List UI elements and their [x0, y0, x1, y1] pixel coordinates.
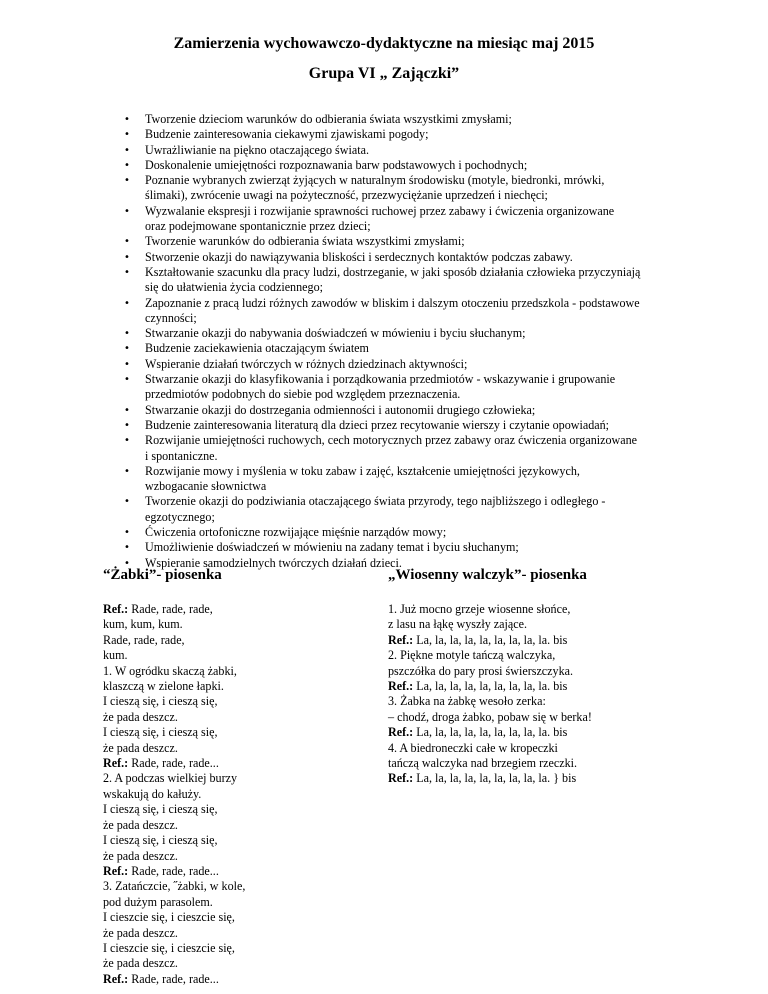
song-zabki [103, 566, 363, 987]
lyric-line [388, 664, 688, 679]
goal-item [103, 494, 673, 525]
goal-line: • Zapoznanie z pracą ludzi różnych zawodów w bliskim i dalszym otoczeniu przedszkola - podstawowe [145, 295, 640, 310]
goal-line: • Ćwiczenia ortofoniczne rozwijające mięśnie narządów mowy; [145, 525, 447, 540]
goal-item [103, 127, 673, 142]
lyric-line [388, 648, 688, 663]
lyric-text: że pada deszcz. [103, 709, 178, 724]
goal-item [103, 540, 673, 555]
goal-line: • Stworzenie okazji do nawiązywania bliskości i serdecznych kontaktów podczas zabawy. [145, 249, 573, 264]
lyric-text: 4. A biedroneczki całe w kropeczki [388, 740, 558, 755]
lyric-text: kum, kum, kum. [103, 617, 183, 632]
page-title: Zamierzenia wychowawczo-dydaktyczne na miesiąc maj 2015 [173, 35, 595, 52]
lyric-text: – chodź, droga żabko, pobaw się w berka! [388, 709, 592, 724]
lyric-line [103, 833, 363, 848]
lyric-text: że pada deszcz. [103, 956, 178, 971]
goals-list [103, 112, 673, 571]
lyric-text: La, la, la, la, la, la, la, la, la. bis [413, 632, 568, 647]
lyric-text: 3. Żabka na żabkę wesoło zerka: [388, 694, 546, 709]
goal-item [103, 265, 673, 296]
goal-line: • Wspieranie działań twórczych w różnych dziedzinach aktywności; [145, 356, 468, 371]
goal-line: ślimaki), zwrócenie uwagi na pożyteczność, przezwyciężanie uprzedzeń i niechęci; [145, 188, 548, 203]
lyric-line [103, 648, 363, 663]
goal-line: • Stwarzanie okazji do dostrzegania odmienności i autonomii drugiego człowieka; [145, 402, 536, 417]
lyric-line [103, 725, 363, 740]
goal-item [103, 403, 673, 418]
goal-item [103, 326, 673, 341]
refrain-label: Ref.: [388, 679, 414, 694]
goal-line: oraz podejmowane spontanicznie przez dzieci; [145, 219, 371, 234]
goal-line: • Uwrażliwianie na piękno otaczającego świata. [145, 142, 369, 157]
lyric-text: Rade, rade, rade... [128, 756, 219, 771]
lyric-line [388, 633, 688, 648]
lyric-text: I cieszą się, i cieszą się, [103, 833, 218, 848]
goal-item [103, 464, 673, 495]
song-lyrics [103, 602, 363, 987]
song-title: „Wiosenny walczyk”- piosenka [388, 567, 587, 583]
refrain-label: Ref.: [388, 771, 414, 786]
lyric-line [103, 864, 363, 879]
lyric-line [103, 895, 363, 910]
goal-line: przedmiotów podobnych do siebie pod względem przeznaczenia. [145, 387, 461, 402]
lyric-text: że pada deszcz. [103, 925, 178, 940]
lyric-line [103, 972, 363, 987]
lyric-text: kum. [103, 648, 128, 663]
refrain-label: Ref.: [103, 863, 129, 878]
lyric-text: tańczą walczyka nad brzegiem rzeczki. [388, 756, 578, 771]
lyric-text: 2. Piękne motyle tańczą walczyka, [388, 648, 556, 663]
lyric-line [103, 679, 363, 694]
goal-line: • Wspieranie samodzielnych twórczych działań dzieci. [145, 555, 402, 570]
goal-item [103, 250, 673, 265]
goal-line: i spontaniczne. [145, 448, 218, 463]
lyric-line [388, 602, 688, 617]
lyric-line [103, 741, 363, 756]
lyric-text: Rade, rade, rade... [128, 863, 219, 878]
lyric-text: 1. Już mocno grzeje wiosenne słońce, [388, 602, 571, 616]
goal-line: • Rozwijanie umiejętności ruchowych, cech motorycznych przez zabawy oraz ćwiczenia organizowane [145, 433, 638, 448]
lyric-line [388, 679, 688, 694]
lyric-line [388, 756, 688, 771]
goal-line: • Tworzenie dzieciom warunków do odbierania świata wszystkimi zmysłami; [145, 112, 512, 126]
goal-line: • Budzenie zainteresowania literaturą dla dzieci przez recytowanie wierszy i czytanie opowiadań; [145, 417, 610, 432]
lyric-text: La, la, la, la, la, la, la, la, la. bis [413, 725, 568, 740]
lyric-line [103, 849, 363, 864]
goal-line: • Kształtowanie szacunku dla pracy ludzi, dostrzeganie, w jaki sposób działania człowieka przyczyniają [145, 264, 641, 279]
goal-item [103, 296, 673, 327]
song-title: “Żabki”- piosenka [103, 567, 222, 583]
group-title: Grupa VI „ Zajączki” [308, 65, 460, 82]
lyric-text: I cieszcie się, i cieszcie się, [103, 940, 235, 955]
lyric-line [103, 602, 363, 617]
goal-item [103, 433, 673, 464]
lyric-text: klaszczą w zielone łapki. [103, 679, 224, 694]
lyric-line [103, 787, 363, 802]
goal-line: się do ułatwienia życia codziennego; [145, 280, 323, 295]
lyric-line [103, 926, 363, 941]
lyric-line [388, 694, 688, 709]
goal-line: • Doskonalenie umiejętności rozpoznawania barw podstawowych i pochodnych; [145, 157, 528, 172]
goal-item [103, 112, 673, 127]
lyric-line [103, 633, 363, 648]
lyric-text: I cieszcie się, i cieszcie się, [103, 910, 235, 925]
goal-item [103, 525, 673, 540]
lyric-line [103, 710, 363, 725]
lyric-line [103, 910, 363, 925]
goal-item [103, 372, 673, 403]
goal-line: • Stwarzanie okazji do klasyfikowania i porządkowania przedmiotów - wskazywanie i grupowanie [145, 372, 616, 387]
lyric-line [103, 617, 363, 632]
lyric-text: I cieszą się, i cieszą się, [103, 802, 218, 817]
lyric-line [388, 710, 688, 725]
refrain-label: Ref.: [103, 756, 129, 771]
goal-line: • Stwarzanie okazji do nabywania doświadczeń w mówieniu i byciu słuchanym; [145, 326, 526, 341]
goal-line: • Budzenie zaciekawienia otaczającym światem [145, 341, 369, 356]
song-wiosenny-walczyk [388, 566, 688, 787]
lyric-text: z lasu na łąkę wyszły zające. [388, 617, 528, 632]
goal-line: czynności; [145, 310, 197, 325]
lyric-text: że pada deszcz. [103, 848, 178, 863]
lyric-line [103, 879, 363, 894]
lyric-text: 1. W ogródku skaczą żabki, [103, 663, 237, 678]
lyric-line [388, 725, 688, 740]
goal-line: • Rozwijanie mowy i myślenia w toku zabaw i zajęć, kształcenie umiejętności językowych, [145, 463, 580, 478]
lyric-text: I cieszą się, i cieszą się, [103, 694, 218, 709]
goal-line: • Poznanie wybranych zwierząt żyjących w naturalnym środowisku (motyle, biedronki, mrówki, [145, 173, 605, 188]
lyric-text: I cieszą się, i cieszą się, [103, 725, 218, 740]
refrain-label: Ref.: [388, 632, 414, 647]
song-lyrics [388, 602, 688, 787]
lyric-line [103, 771, 363, 786]
lyric-line [388, 617, 688, 632]
lyric-text: że pada deszcz. [103, 817, 178, 832]
goal-line: egzotycznego; [145, 509, 215, 524]
lyric-text: 3. Zatańczcie, ˝żabki, w kole, [103, 879, 246, 894]
lyric-line [103, 664, 363, 679]
lyric-text: La, la, la, la, la, la, la, la, la. } bis [413, 771, 577, 786]
lyric-text: Rade, rade, rade, [128, 602, 213, 616]
lyric-line [388, 741, 688, 756]
goal-item [103, 173, 673, 204]
lyric-line [103, 818, 363, 833]
goal-line: • Budzenie zainteresowania ciekawymi zjawiskami pogody; [145, 127, 429, 142]
lyric-text: wskakują do kałuży. [103, 786, 202, 801]
goal-item [103, 158, 673, 173]
goal-item [103, 143, 673, 158]
lyric-text: La, la, la, la, la, la, la, la, la. bis [413, 679, 568, 694]
goal-item [103, 204, 673, 235]
goal-line: • Umożliwienie doświadczeń w mówieniu na zadany temat i byciu słuchanym; [145, 540, 519, 555]
lyric-text: Rade, rade, rade, [103, 632, 185, 647]
lyric-text: pszczółka do pary prosi świerszczyka. [388, 663, 574, 678]
goal-line: • Wyzwalanie ekspresji i rozwijanie sprawności ruchowej przez zabawy i ćwiczenia organizowane [145, 203, 615, 218]
refrain-label: Ref.: [103, 971, 129, 986]
lyric-line [103, 941, 363, 956]
refrain-label: Ref.: [103, 602, 129, 616]
lyric-text: że pada deszcz. [103, 740, 178, 755]
lyric-line [103, 756, 363, 771]
lyric-text: 2. A podczas wielkiej burzy [103, 771, 238, 786]
goal-item [103, 418, 673, 433]
lyric-line [103, 956, 363, 971]
goal-line: wzbogacanie słownictwa [145, 479, 267, 494]
lyric-text: pod dużym parasolem. [103, 894, 213, 909]
lyric-line [103, 694, 363, 709]
goal-item [103, 341, 673, 356]
lyric-text: Rade, rade, rade... [128, 971, 219, 986]
goal-line: • Tworzenie okazji do podziwiania otaczającego świata przyrody, tego najbliższego i odległego - [145, 494, 606, 509]
goal-line: • Tworzenie warunków do odbierania świata wszystkimi zmysłami; [145, 234, 465, 249]
lyric-line [388, 771, 688, 786]
refrain-label: Ref.: [388, 725, 414, 740]
lyric-line [103, 802, 363, 817]
goal-item [103, 357, 673, 372]
goal-item [103, 234, 673, 249]
